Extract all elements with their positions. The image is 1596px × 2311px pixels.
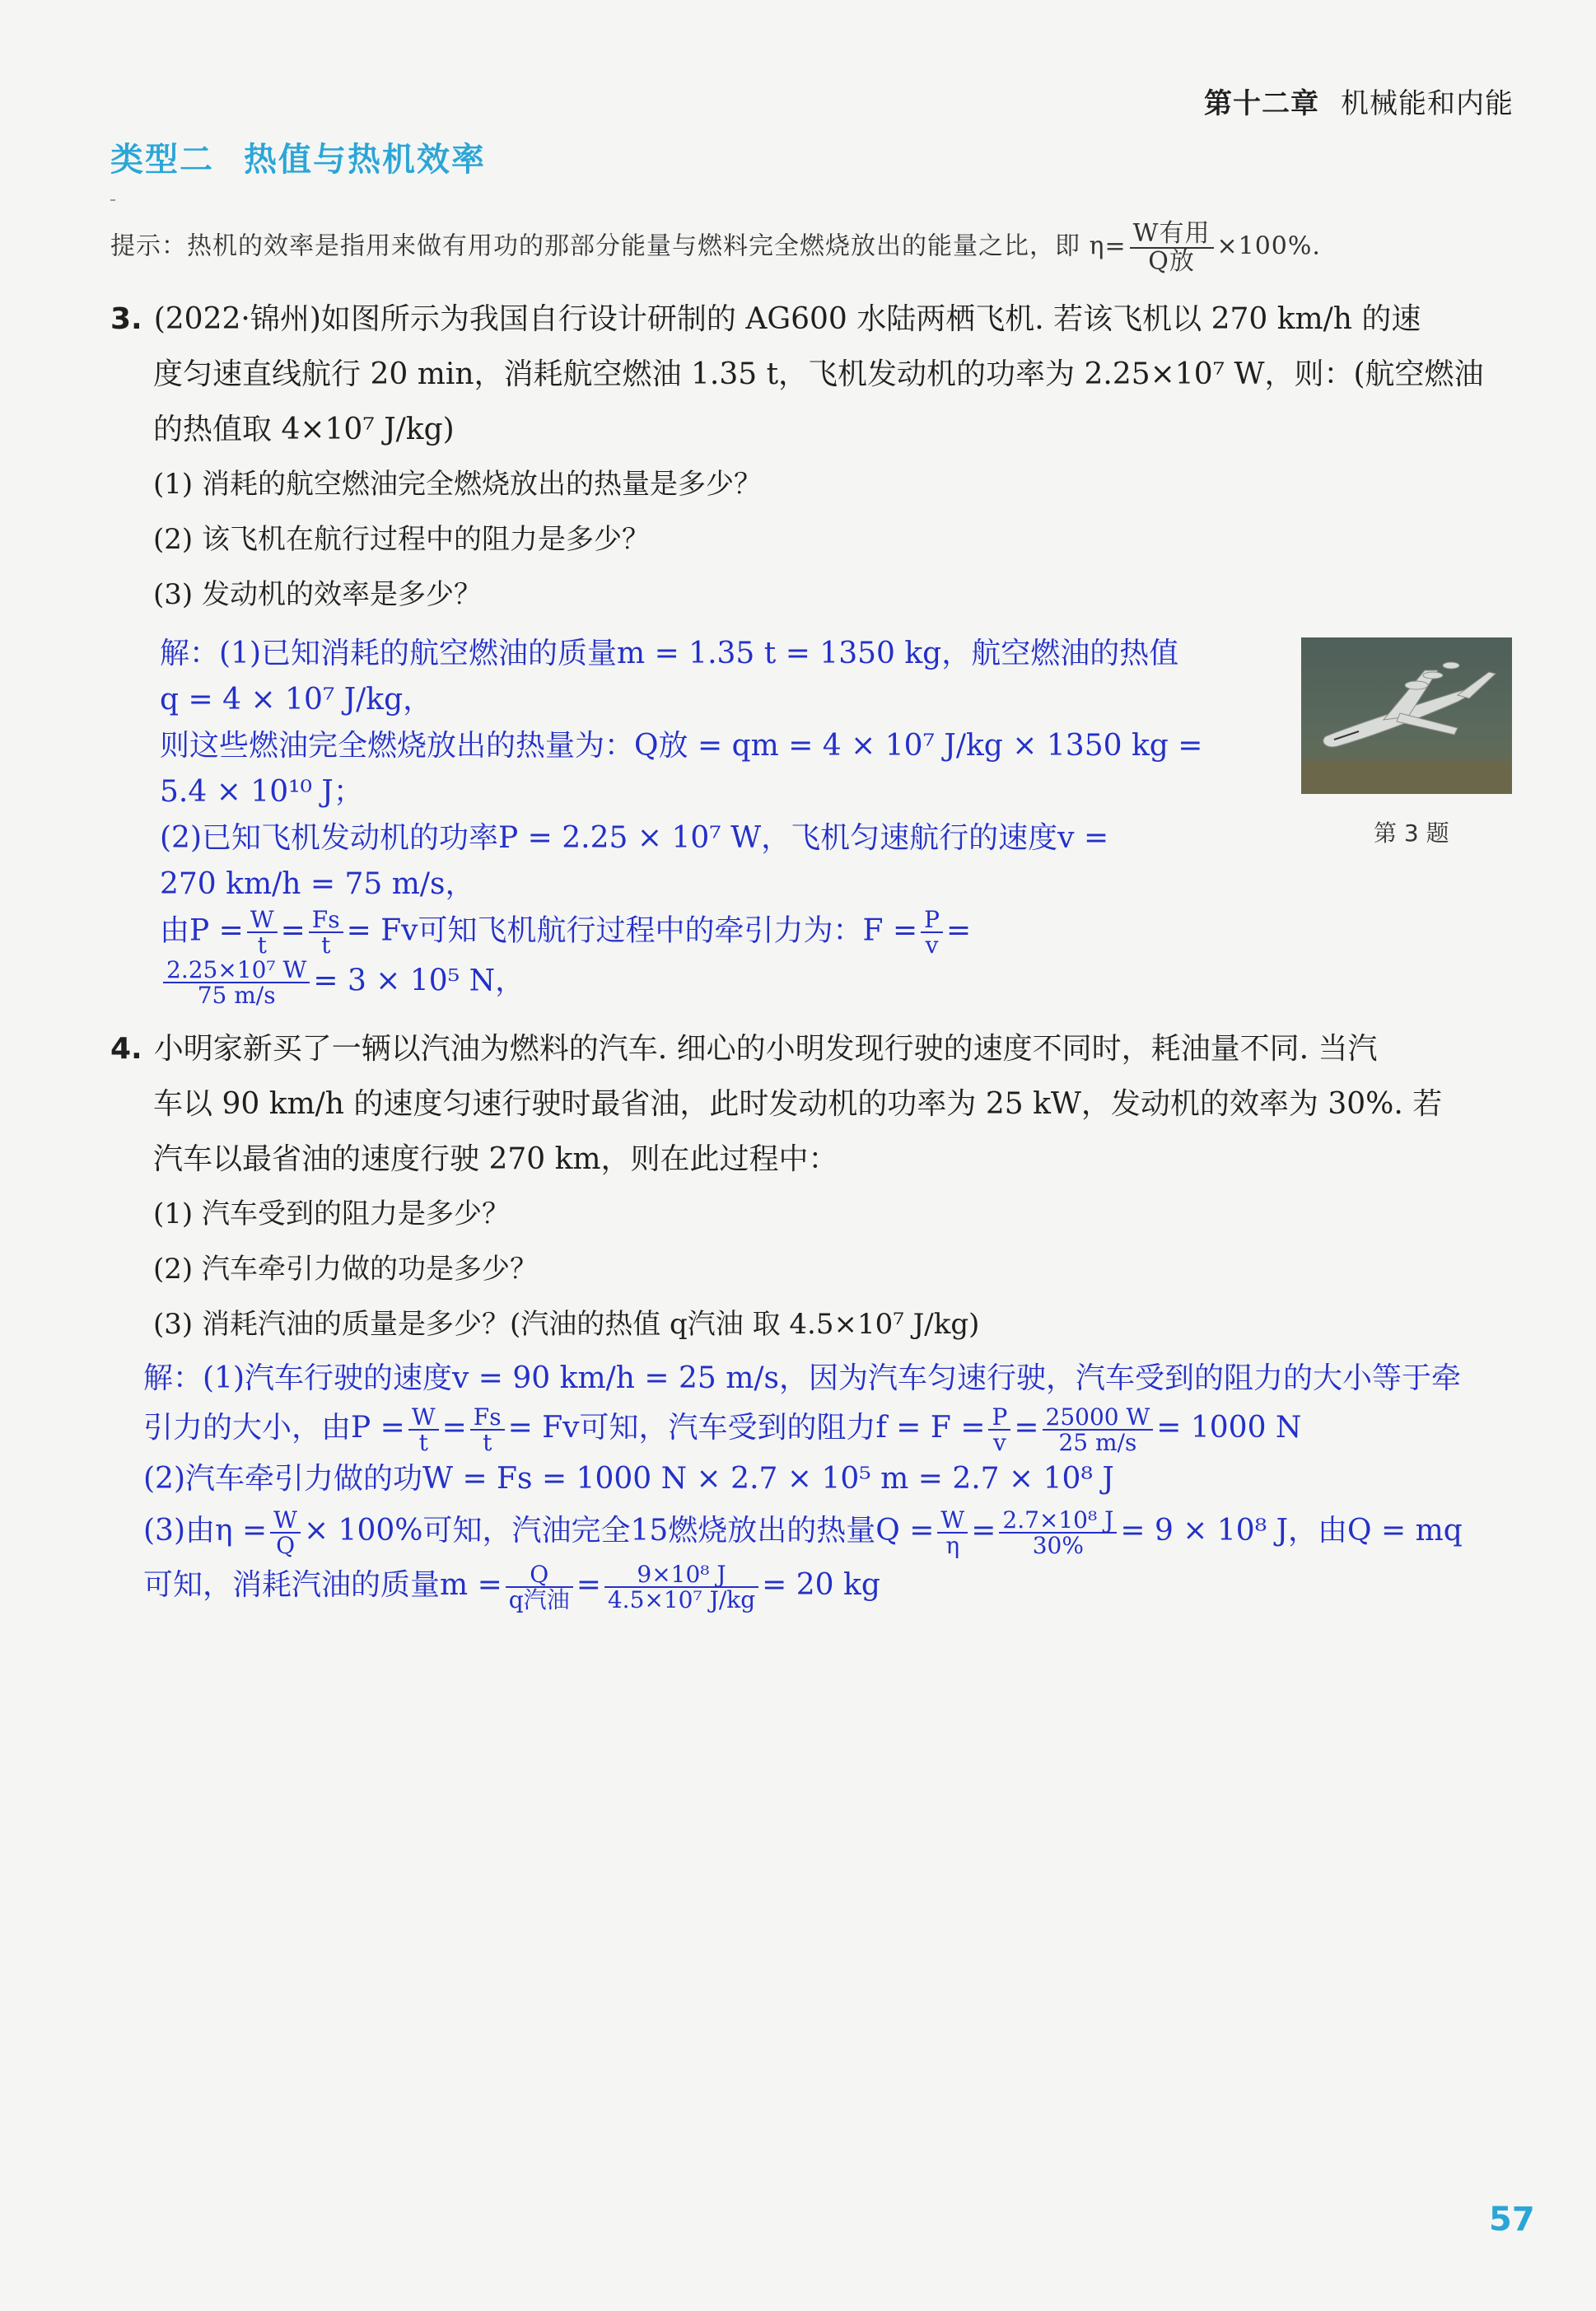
fraction-numerator: 9×10⁸ J xyxy=(604,1562,758,1588)
answer-text: = xyxy=(1014,1411,1039,1445)
fraction-denominator: 25 m/s xyxy=(1058,1429,1137,1456)
question-number: 4. xyxy=(110,1032,142,1066)
question-line xyxy=(110,1021,1442,1076)
answer-line: 解：(1)已知消耗的航空燃油的质量m = 1.35 t = 1350 kg，航空燃油的热值 xyxy=(160,637,1179,670)
fraction xyxy=(604,1562,758,1613)
fraction-denominator: t xyxy=(483,1429,492,1456)
fraction-numerator: Fs xyxy=(309,908,343,933)
answer-line: 则这些燃油完全燃烧放出的热量为：Q放 = qm = 4 × 10⁷ J/kg × 1350 kg = xyxy=(160,729,1203,763)
fraction xyxy=(247,908,278,958)
fraction-numerator: W xyxy=(408,1405,439,1431)
question-line: 车以 90 km/h 的速度匀速行驶时最省油，此时发动机的功率为 25 kW，发动机的效率为 30%. 若 xyxy=(153,1087,1443,1121)
answer-text: = xyxy=(441,1411,467,1445)
question-line xyxy=(110,292,1484,347)
answer-text: = 3 × 10⁵ N， xyxy=(313,964,525,998)
answer-text: = xyxy=(576,1568,601,1603)
fraction-denominator: t xyxy=(418,1429,428,1456)
fraction-denominator: v xyxy=(925,931,939,959)
sub-question: (2) 汽车牵引力做的功是多少？ xyxy=(153,1253,538,1286)
answer-text: = xyxy=(971,1514,996,1548)
divider xyxy=(110,199,115,201)
fraction-denominator: t xyxy=(257,931,267,959)
answer-line: 解：(1)汽车行驶的速度v = 90 km/h = 25 m/s，因为汽车匀速行驶，汽车受到的阻力的大小等于牵 xyxy=(143,1361,1461,1395)
answer-text: = Fv可知飞机航行过程中的牵引力为：F = xyxy=(346,913,918,948)
fraction-denominator: η xyxy=(945,1532,960,1560)
fraction xyxy=(163,955,310,1010)
fraction xyxy=(470,1405,505,1455)
answer-line xyxy=(160,955,1202,1010)
fraction xyxy=(506,1562,573,1613)
fraction-numerator: Q xyxy=(506,1562,573,1588)
fraction xyxy=(1043,1405,1154,1455)
answer-text: = 20 kg xyxy=(762,1568,880,1603)
fraction xyxy=(408,1405,439,1455)
answer-line: (2)已知飞机发动机的功率P = 2.25 × 10⁷ W，飞机匀速航行的速度v = xyxy=(160,821,1109,855)
hint-line xyxy=(110,221,1321,274)
question-3 xyxy=(110,292,1484,623)
section-label: 类型二 xyxy=(110,141,214,179)
fraction xyxy=(921,908,943,958)
fraction-denominator: 75 m/s xyxy=(197,982,276,1010)
efficiency-fraction xyxy=(1130,221,1214,274)
fraction xyxy=(937,1508,968,1558)
question-line: 的热值取 4×10⁷ J/kg) xyxy=(153,413,455,446)
answer-text: 引力的大小，由P = xyxy=(143,1411,405,1445)
answer-text: = 1000 N xyxy=(1156,1411,1302,1445)
answer-line: 5.4 × 10¹⁰ J； xyxy=(160,775,363,809)
answer-line xyxy=(143,1403,1463,1454)
answer-4 xyxy=(143,1354,1463,1613)
fraction-denominator: Q放 xyxy=(1148,246,1195,276)
question-number: 3. xyxy=(110,302,142,336)
question-line: 汽车以最省油的速度行驶 270 km，则在此过程中： xyxy=(153,1142,838,1176)
fraction-numerator: Fs xyxy=(470,1405,505,1431)
fraction-numerator: P xyxy=(921,908,943,933)
answer-line: (2)汽车牵引力做的功W = Fs = 1000 N × 2.7 × 10⁵ m = 2.7 × 10⁸ J xyxy=(143,1462,1114,1496)
answer-text: = xyxy=(945,913,972,948)
answer-text: = Fv可知，汽车受到的阻力f = F = xyxy=(507,1411,986,1445)
section-heading: 热值与热机效率 xyxy=(244,141,486,179)
fraction-denominator: q汽油 xyxy=(508,1586,570,1614)
fraction-denominator: v xyxy=(992,1429,1006,1456)
question-text: (2022·锦州)如图所示为我国自行设计研制的 AG600 水陆两栖飞机. 若该飞机以 270 km/h 的速 xyxy=(153,302,1421,336)
answer-line xyxy=(143,1504,1463,1558)
figure-caption: 第 3 题 xyxy=(1374,819,1449,847)
fraction xyxy=(988,1405,1010,1455)
chapter-number: 第十二章 xyxy=(1204,87,1319,120)
page-number: 57 xyxy=(1489,2201,1535,2239)
sub-question: (2) 该飞机在航行过程中的阻力是多少？ xyxy=(153,523,650,556)
fraction xyxy=(270,1508,301,1558)
answer-3 xyxy=(160,631,1202,1008)
answer-text: 可知，消耗汽油的质量m = xyxy=(143,1568,502,1603)
fraction-denominator: 30% xyxy=(1032,1532,1084,1560)
answer-text: × 100%可知，汽油完全15燃烧放出的热量Q = xyxy=(303,1514,935,1548)
answer-text: (3)由η = xyxy=(143,1514,268,1548)
answer-text: = xyxy=(280,913,306,948)
answer-line xyxy=(143,1558,1463,1613)
airplane-photo xyxy=(1301,637,1512,794)
answer-line: q = 4 × 10⁷ J/kg， xyxy=(160,683,433,717)
fraction xyxy=(999,1508,1117,1558)
fraction-numerator: W xyxy=(247,908,278,933)
sub-question: (1) 汽车受到的阻力是多少？ xyxy=(153,1198,510,1230)
fraction-numerator: W xyxy=(270,1508,301,1534)
section-title xyxy=(110,133,486,180)
fraction-numerator: W有用 xyxy=(1130,221,1214,249)
sub-question: (1) 消耗的航空燃油完全燃烧放出的热量是多少？ xyxy=(153,468,762,501)
fraction xyxy=(309,908,343,958)
hint-tail: ×100%. xyxy=(1216,231,1321,261)
chapter-header xyxy=(1204,81,1514,121)
fraction-denominator: t xyxy=(321,931,331,959)
answer-text: = 9 × 10⁸ J，由Q = mq xyxy=(1120,1514,1463,1548)
question-text: 小明家新买了一辆以汽油为燃料的汽车. 细心的小明发现行驶的速度不同时，耗油量不同. 当汽 xyxy=(153,1032,1378,1066)
answer-line: 270 km/h = 75 m/s， xyxy=(160,867,475,901)
fraction-numerator: P xyxy=(988,1405,1010,1431)
fraction-numerator: 2.7×10⁸ J xyxy=(999,1508,1117,1534)
sub-question: (3) 发动机的效率是多少？ xyxy=(153,578,482,611)
airplane-image xyxy=(1301,637,1512,794)
answer-line xyxy=(160,908,1202,958)
fraction-numerator: W xyxy=(937,1508,968,1534)
fraction-denominator: 4.5×10⁷ J/kg xyxy=(607,1586,756,1614)
fraction-denominator: Q xyxy=(276,1532,296,1560)
fraction-numerator: 2.25×10⁷ W xyxy=(163,958,310,983)
answer-text: 由P = xyxy=(160,913,244,948)
question-4 xyxy=(110,1021,1442,1352)
sub-question: (3) 消耗汽油的质量是多少？(汽油的热值 q汽油 取 4.5×10⁷ J/kg) xyxy=(153,1308,980,1341)
fraction-numerator: 25000 W xyxy=(1043,1405,1154,1431)
question-line: 度匀速直线航行 20 min，消耗航空燃油 1.35 t，飞机发动机的功率为 2.25×10⁷ W，则：(航空燃油 xyxy=(153,357,1484,391)
hint-text: 提示：热机的效率是指用来做有用功的那部分能量与燃料完全燃烧放出的能量之比，即 η= xyxy=(110,231,1127,261)
chapter-title: 机械能和内能 xyxy=(1341,87,1514,120)
